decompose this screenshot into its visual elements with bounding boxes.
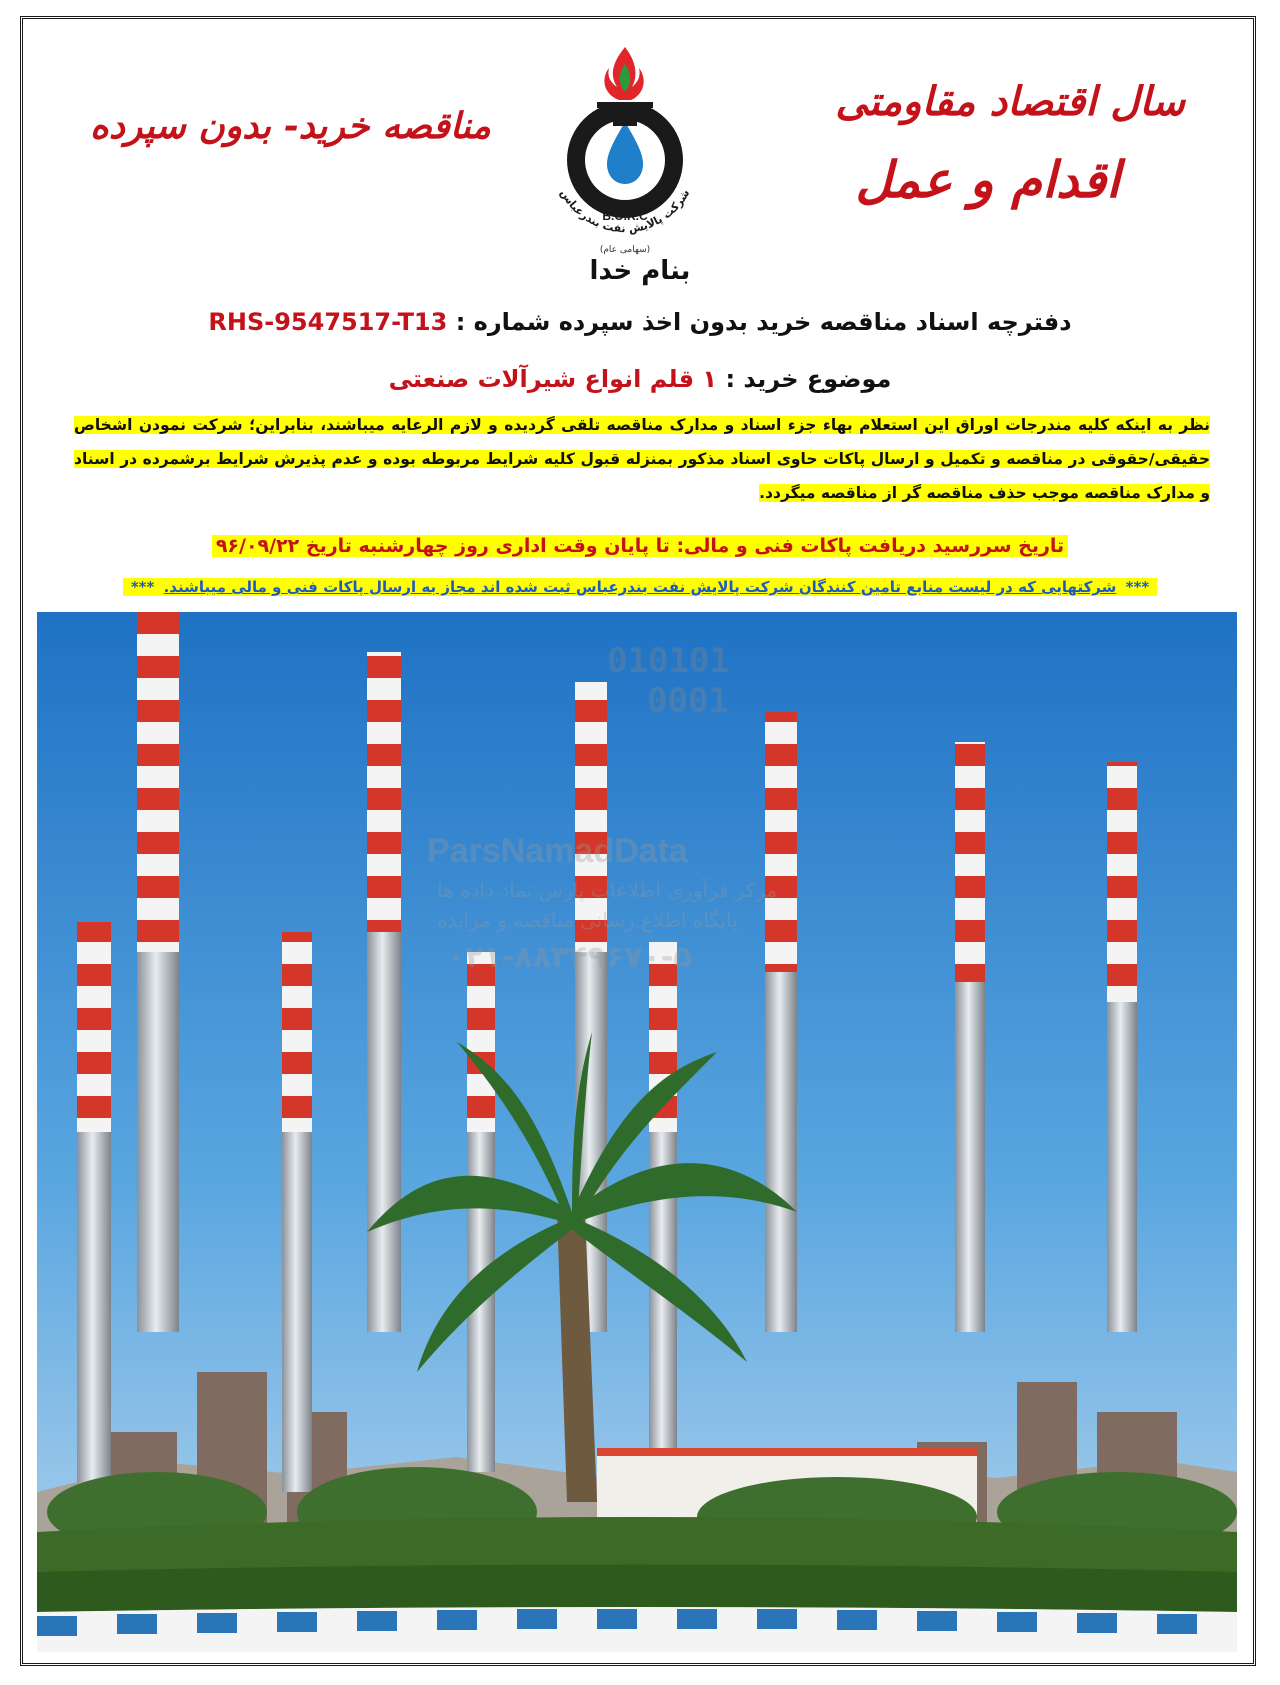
svg-text:پایگاه اطلاع رسانی مناقصه و مز: پایگاه اطلاع رسانی مناقصه و مزایده [437, 908, 738, 932]
svg-text:شرکت پالایش نفت بندرعباس: شرکت پالایش نفت بندرعباس [557, 186, 693, 236]
besmellah: بنام خدا [589, 256, 691, 286]
svg-text:(سهامی عام): (سهامی عام) [599, 245, 651, 255]
svg-text:مرکز فرآوری اطلاعات پارس نماد: مرکز فرآوری اطلاعات پارس نماد داده ها [437, 878, 778, 902]
eligibility-note [70, 578, 1210, 596]
note-stars-left: *** [127, 578, 159, 596]
svg-text:010101: 010101 [607, 641, 730, 681]
svg-text:B.O.R.C: B.O.R.C [602, 209, 648, 223]
svg-text:ParsNamadData: ParsNamadData [427, 832, 688, 870]
purchase-subject [70, 365, 1210, 393]
svg-text:۰۲۱-۸۸۳۴۹۶۷۰-۵: ۰۲۱-۸۸۳۴۹۶۷۰-۵ [447, 940, 692, 975]
slogan-line-2: اقدام و عمل [855, 150, 1120, 209]
title-prefix: دفترچه اسناد مناقصه خرید بدون اخذ سپرده شماره : [455, 308, 1072, 336]
note-text: شرکتهایی که در لیست منابع تامین کنندگان شرکت پالایش نفت بندرعباس ثبت شده اند مجاز به ارسال پاکات فنی و مالی میباشند. [163, 578, 1117, 596]
terms-text: نظر به اینکه کلیه مندرجات اوراق این استعلام بهاء جزء اسناد و مدارک مناقصه تلقی گردیده و لازم الرعایه میباشند، بنابراین؛ شرکت نمودن اشخاص حقیقی/حقوقی در مناقصه و تکمیل و ارسال پاکات حاوی اسناد مذکور بمنزله قبول کلیه شرایط مربوطه بوده و عدم پذیرش شرایط برشمرده در اسناد و مدارک مناقصه موجب حذف مناقصه گر از مناقصه میگردد. [74, 416, 1210, 502]
subject-value: ۱ قلم انواع شیرآلات صنعتی [388, 365, 718, 393]
slogan-line-1: سال اقتصاد مقاومتی [835, 78, 1185, 125]
tender-type-title: مناقصه خرید- بدون سپرده [90, 105, 491, 147]
deadline-line [70, 535, 1210, 557]
company-logo [525, 42, 725, 262]
document-title [70, 308, 1210, 336]
subject-prefix: موضوع خرید : [725, 365, 892, 393]
svg-text:0001: 0001 [647, 681, 729, 721]
tender-number: RHS-9547517-T13 [208, 308, 448, 336]
terms-paragraph [74, 408, 1210, 510]
deadline-text: تاریخ سررسید دریافت پاکات فنی و مالی: تا پایان وقت اداری روز چهارشنبه تاریخ ۹۶/۰۹/۲۲ [212, 535, 1068, 557]
refinery-photo [37, 612, 1237, 1652]
note-stars-right: *** [1122, 578, 1154, 596]
